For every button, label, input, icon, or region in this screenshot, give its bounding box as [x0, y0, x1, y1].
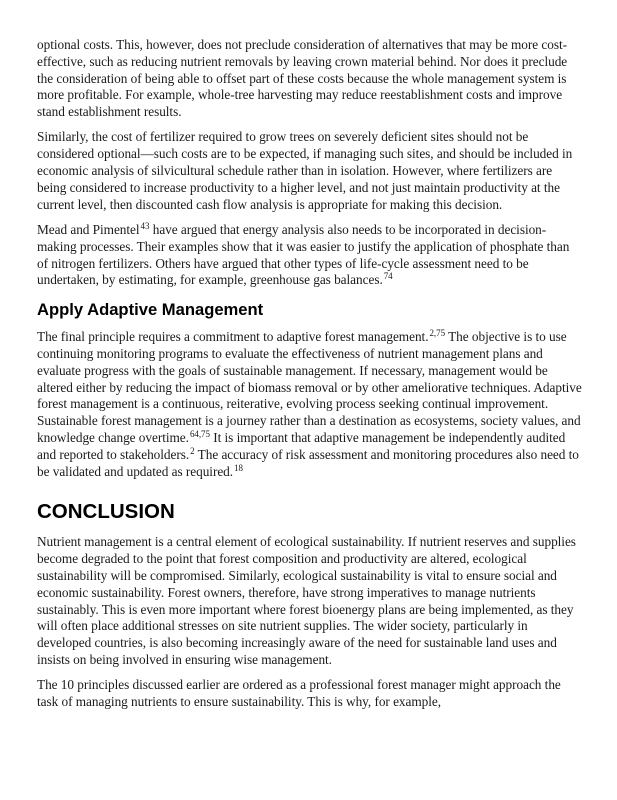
- citation-ref: 74: [383, 271, 393, 282]
- citation-ref: 2,75: [429, 328, 446, 339]
- text-run: The objective is to use continuing monitoring programs to evaluate the effectiveness of nutrient management plans and evaluate progress with the goals of sustainable management. If necessary, management would be altered either by reducing the impact of biomass removal or by other ameliorative techniques. Adaptive forest management is a continuous, reiterative, evolving process seeking continual improvement. Sustainable forest management is a journey rather than a destination as ecosystems, society values, and knowledge change overtime.: [37, 329, 582, 445]
- section-heading-adaptive-management: Apply Adaptive Management: [37, 300, 264, 320]
- citation-ref: 2: [190, 445, 195, 456]
- citation-ref: 64,75: [189, 428, 210, 439]
- text-run: The accuracy of risk assessment and monitoring procedures also need to be validated and updated as required.: [37, 446, 579, 479]
- paragraph-energy-analysis: [37, 222, 582, 289]
- text-column: [37, 37, 582, 711]
- paragraph-conclusion: Nutrient management is a central element of ecological sustainability. If nutrient reserves and supplies become degraded to the point that forest composition and productivity are altered, ecological sustainability will be compromised. Similarly, ecological sustainability is vital to ensure social and economic sustainability. Forest owners, therefore, have strong imperatives to manage nutrients sustainably. This is even more important where forest bioenergy plans are being implemented, as they will often place additional stresses on site nutrient supplies. The wider society, particularly in developed countries, is also becoming increasingly aware of the need for sustainable land uses and insists on being involved in ensuring wise management.: [37, 534, 576, 667]
- text-run: The final principle requires a commitment to adaptive forest management.: [37, 329, 429, 345]
- section-heading-conclusion: CONCLUSION: [37, 500, 175, 524]
- paragraph-optional-costs: optional costs. This, however, does not preclude consideration of alternatives that may be more cost-effective, such as reducing nutrient removals by leaving crown material behind. Nor does it preclude the consideration of being able to offset part of these costs because the whole management system is more profitable. For example, whole-tree harvesting may reduce reestablishment costs and improve stand establishment results.: [37, 37, 568, 120]
- paragraph-fertilizer-cost: Similarly, the cost of fertilizer required to grow trees on severely deficient sites should not be considered optional—such costs are to be expected, if managing such sites, and should be included in economic analysis of silvicultural schedule rather than in isolation. However, where fertilizers are being considered to increase productivity to a higher level, and not just maintain productivity at the current level, then discounted cash flow analysis is appropriate for making this decision.: [37, 129, 573, 212]
- citation-ref: 43: [140, 220, 150, 231]
- paragraph-adaptive-management: [37, 329, 582, 480]
- text-run: It is important that adaptive management be independently audited and reported to stakeholders.: [37, 429, 566, 462]
- citation-ref: 18: [234, 462, 243, 473]
- text-run: have argued that energy analysis also needs to be incorporated in decision-making processes. Their examples show that it was easier to justify the application of phosphate than of nitrogen fertilizers. Others have argued that other types of life-cycle assessment need to be undertaken, by estimating, for example, greenhouse gas balances.: [37, 221, 570, 288]
- text-run: Mead and Pimentel: [37, 221, 140, 237]
- paragraph-ten-principles: The 10 principles discussed earlier are ordered as a professional forest manager might approach the task of managing nutrients to ensure sustainability. This is why, for example,: [37, 677, 561, 709]
